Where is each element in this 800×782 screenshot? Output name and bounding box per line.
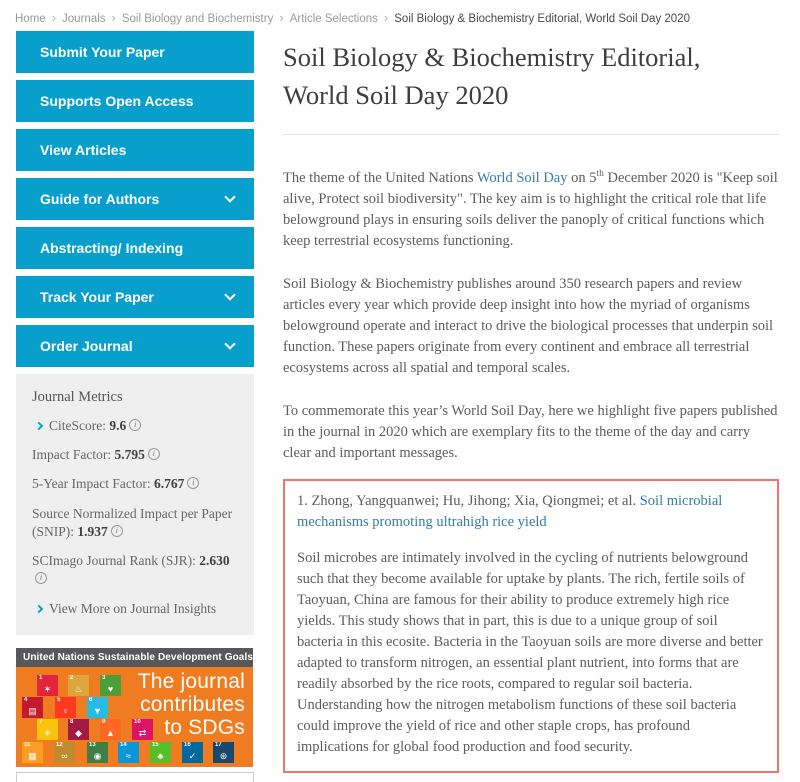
sdg-goal-icon: ◉ <box>93 750 102 761</box>
sdg-goal-number: 8 <box>70 718 74 725</box>
citescore-label: CiteScore: <box>49 418 106 433</box>
sdg-goal-number: 17 <box>215 741 222 748</box>
sdg-goal-tile <box>87 742 108 763</box>
citescore-value: 9.6 <box>109 418 127 433</box>
sdg-goal-number: 5 <box>57 696 61 703</box>
button-label: Order Journal <box>40 338 133 354</box>
sjr-label: SCImago Journal Rank (SJR): <box>32 553 196 569</box>
five-year-impact-factor-row <box>32 475 238 493</box>
sdg-banner-body <box>16 667 253 767</box>
info-icon[interactable]: i <box>187 477 199 489</box>
sdg-goal-number: 10 <box>134 718 141 725</box>
sdg-goal-icon: ⇄ <box>138 727 147 738</box>
breadcrumb-current-page: Soil Biology & Biochemistry Editorial, World Soil Day 2020 <box>394 13 690 25</box>
intro-paragraph <box>283 164 779 252</box>
ordinal-superscript: th <box>596 169 604 179</box>
snip-row <box>32 505 238 541</box>
sdg-goal-tile <box>213 742 234 763</box>
sdg-goal-number: 15 <box>152 741 159 748</box>
button-label: Submit Your Paper <box>40 44 165 60</box>
sdg-goal-tile <box>37 719 58 740</box>
sdg-goal-icon: ♥ <box>107 683 114 694</box>
info-icon[interactable]: i <box>148 448 160 460</box>
button-label: Abstracting/ Indexing <box>40 240 184 256</box>
paragraph-text: on 5 <box>567 169 597 186</box>
supports-open-access-button[interactable] <box>16 80 254 122</box>
chevron-separator-icon: › <box>279 10 284 25</box>
chevron-separator-icon: › <box>111 10 116 25</box>
journal-metrics-panel <box>16 374 254 635</box>
sdg-goal-tile <box>54 742 75 763</box>
button-label: Track Your Paper <box>40 289 154 305</box>
sjr-value: 2.630 <box>199 553 230 569</box>
impact-factor-label: Impact Factor: <box>32 447 112 463</box>
citescore-row[interactable] <box>32 417 238 435</box>
sdg-goal-icon: ✓ <box>188 750 197 761</box>
world-soil-day-link[interactable]: World Soil Day <box>476 169 568 186</box>
breadcrumb-item-journals[interactable]: Journals <box>62 13 106 25</box>
sdg-goal-icon: ✶ <box>43 683 52 694</box>
sdg-goal-number: 7 <box>39 718 43 725</box>
breadcrumb <box>0 0 800 31</box>
sjr-row <box>32 552 238 588</box>
button-label: Guide for Authors <box>40 191 160 207</box>
view-articles-button[interactable] <box>16 129 254 171</box>
sdg-caption-line: The journal <box>137 669 245 693</box>
sdg-goal-tile <box>150 742 171 763</box>
sdg-goal-icon: ≈ <box>126 750 131 761</box>
sdg-goal-number: 2 <box>70 674 74 681</box>
paragraph-text: The theme of the United Nations <box>283 169 477 186</box>
sdg-goal-number: 1 <box>39 674 43 681</box>
sdg-goal-number: 3 <box>102 674 106 681</box>
snip-label: Source Normalized Impact per Paper (SNIP): <box>32 505 233 539</box>
chevron-down-icon <box>224 191 235 202</box>
chevron-down-icon <box>224 338 235 349</box>
sdg-goal-icon: ♣ <box>157 750 164 761</box>
sdg-goal-tile <box>100 719 121 740</box>
sdg-goal-tile <box>22 742 43 763</box>
sdg-goal-number: 16 <box>184 741 191 748</box>
sdg-goal-tile <box>182 742 203 763</box>
sdg-goal-icon: ▲ <box>106 727 115 738</box>
sdg-goal-tile <box>37 675 58 696</box>
impact-factor-value: 5.795 <box>114 447 145 463</box>
breadcrumb-item-journal-name[interactable]: Soil Biology and Biochemistry <box>121 13 274 25</box>
info-icon[interactable]: i <box>129 419 141 431</box>
track-your-paper-button[interactable] <box>16 276 254 318</box>
paper-authors: 1. Zhong, Yangquanwei; Hu, Jihong; Xia, Qiongmei; et al. <box>297 492 640 509</box>
sdg-goal-tile <box>100 675 121 696</box>
sdg-banner-caption <box>138 670 245 739</box>
chevron-right-icon <box>35 604 43 612</box>
journal-metrics-title: Journal Metrics <box>32 389 123 405</box>
sdg-goal-icon: ▤ <box>28 705 37 716</box>
five-year-impact-factor-value: 6.767 <box>153 476 185 492</box>
page-title <box>283 38 779 114</box>
snip-value: 1.937 <box>77 523 108 539</box>
sdg-goal-tile <box>55 697 76 718</box>
breadcrumb-item-home[interactable]: Home <box>15 13 46 25</box>
paragraph-text: December 2020 is "Keep soil alive, Protect soil biodiversity". The key aim is to highlight the critical role that life belowground plays in ensuring soils deliver the panoply of critical functions which keep terrestrial ecosystems functioning. <box>283 169 778 249</box>
submit-your-paper-button[interactable] <box>16 31 254 73</box>
abstracting-indexing-button[interactable] <box>16 227 254 269</box>
main-content <box>254 31 800 773</box>
info-icon[interactable]: i <box>35 572 47 584</box>
sdg-goal-icon: ♨ <box>74 683 83 694</box>
sdg-goal-icon: ☀ <box>43 727 52 738</box>
highlighted-paper-box <box>283 479 779 773</box>
impact-factor-row <box>32 446 238 464</box>
sdg-goal-tile <box>68 719 89 740</box>
title-divider <box>283 134 779 135</box>
sdg-goal-number: 6 <box>89 696 93 703</box>
chevron-separator-icon: › <box>51 10 57 25</box>
sdg-goal-icon: ∞ <box>61 750 68 761</box>
sdg-goal-number: 14 <box>120 741 127 748</box>
view-more-journal-insights-link[interactable] <box>32 600 238 618</box>
sdg-goal-number: 13 <box>89 741 96 748</box>
paper-citation <box>297 491 765 533</box>
chevron-down-icon <box>224 289 235 300</box>
sdg-goal-icon: ⊛ <box>219 750 228 761</box>
order-journal-button[interactable] <box>16 325 254 367</box>
info-icon[interactable]: i <box>111 525 123 537</box>
sdg-goal-icon: ◆ <box>75 727 82 738</box>
sdg-banner[interactable] <box>16 648 253 767</box>
sdg-caption-line: to SDGs <box>164 715 245 739</box>
page-title-line: World Soil Day 2020 <box>283 80 509 110</box>
sdg-banner-header: United Nations Sustainable Development Goals <box>16 648 253 667</box>
view-more-label: View More on Journal Insights <box>49 600 217 616</box>
chevron-right-icon <box>35 422 43 430</box>
sdg-goal-number: 9 <box>102 718 106 725</box>
sdg-goal-number: 4 <box>24 696 28 703</box>
sidebar <box>16 31 254 782</box>
page-title-line: Soil Biology & Biochemistry Editorial, <box>283 42 701 72</box>
sdg-goal-icon: ♀ <box>62 705 69 716</box>
sdg-goal-tile <box>118 742 139 763</box>
sdg-caption-line: contributes <box>140 692 245 716</box>
sdg-goal-number: 12 <box>56 741 63 748</box>
chevron-separator-icon: › <box>383 10 389 25</box>
breadcrumb-item-article-selections[interactable]: Article Selections <box>289 13 378 25</box>
guide-for-authors-button[interactable] <box>16 178 254 220</box>
sdg-goal-icon: ▼ <box>93 705 102 716</box>
sdg-goal-icon: ▦ <box>28 750 37 761</box>
five-year-impact-factor-label: 5-Year Impact Factor: <box>32 476 151 492</box>
journal-description-paragraph: Soil Biology & Biochemistry publishes around 350 research papers and review articles every year which provide deep insight into how the myriad of organisms belowground operate and interact to drive the biological processes that underpin soil function. These papers originate from every continent and embrace all terrestrial ecosystems across all spatial and temporal scales. <box>283 275 774 376</box>
button-label: View Articles <box>40 142 127 158</box>
button-label: Supports Open Access <box>40 93 194 109</box>
paper-title-link[interactable]: Soil microbial mechanisms promoting ultrahigh rice yield <box>297 492 723 530</box>
paper-abstract: Soil microbes are intimately involved in the cycling of nutrients belowground such that they become available for uptake by plants. The rich, fertile soils of Taoyuan, China are famous for their ability to produce extremely high rice yields. This study shows that in part, this is due to a unique group of soil bacteria in this ecosite. Bacteria in the Taoyuan soils are more diverse and better adapted to transform nitrogen, an essential plant nutrient, into forms that are readily absorbed by the rice roots, compared to regular soil bacteria. Understanding how the nitrogen metabolism functions of these soil bacteria could improve the yield of rice and other staple crops, has profound implications for global food production and food security. <box>297 549 763 755</box>
sdg-goal-tile <box>68 675 89 696</box>
sidebar-next-module-partial <box>16 772 254 782</box>
commemorate-paragraph: To commemorate this year’s World Soil Day, here we highlight five papers published in the journal in 2020 which are exemplary fits to the theme of the day and carry clear and important messages. <box>283 402 778 461</box>
sdg-goal-number: 11 <box>24 741 31 748</box>
sdg-goal-tile <box>87 697 108 718</box>
sdg-goal-tile <box>22 697 43 718</box>
